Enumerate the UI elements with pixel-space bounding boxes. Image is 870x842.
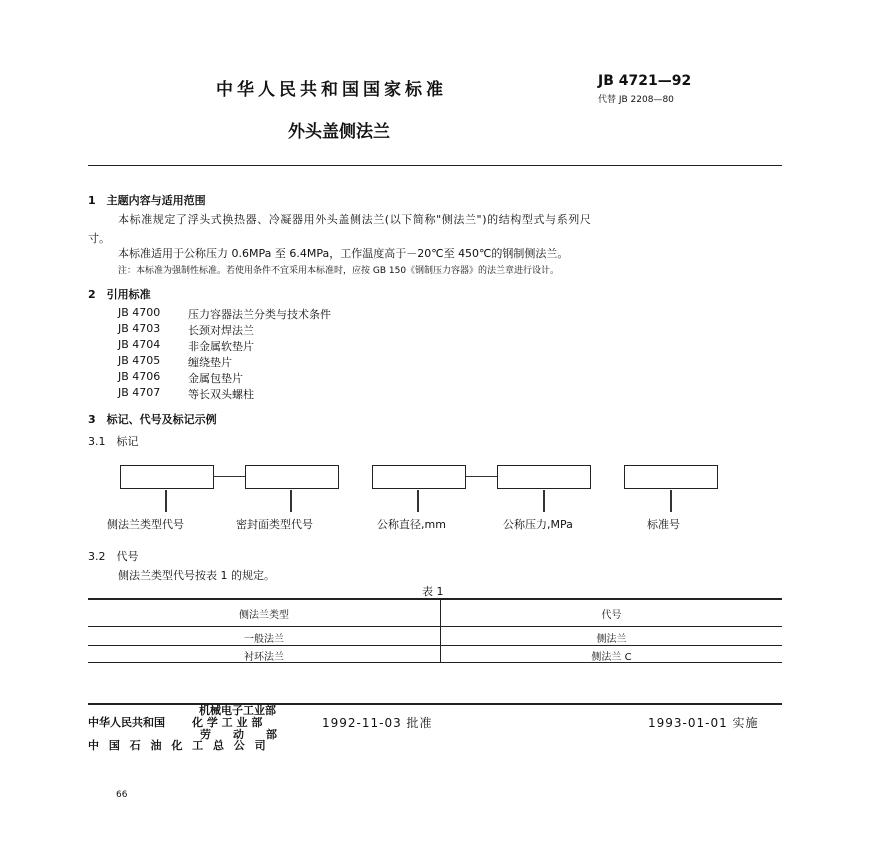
section-3-2-heading: 3.2 代号 [88,550,139,563]
section-2-heading: 2 引用标准 [88,288,151,301]
marking-dash [466,476,498,477]
note: 注：本标准为强制性标准。若使用条件不宜采用本标准时，应按 GB 150《钢制压力容器》的法兰章进行设计。 [118,266,560,276]
ministry: 劳 动 部 [200,728,277,741]
footer-rule [88,703,782,705]
ref-code: JB 4704 [118,338,161,351]
company: 中 国 石 油 化 工 总 公 司 [88,739,269,752]
table-cell: 侧法兰 [596,634,627,645]
ministry: 化 学 工 业 部 [192,716,263,729]
table-rule [88,645,782,646]
document-title: 外头盖侧法兰 [288,122,390,142]
paragraph: 本标准规定了浮头式换热器、冷凝器用外头盖侧法兰(以下简称"侧法兰")的结构型式与系列尺 [118,213,592,226]
page-number: 66 [116,790,128,800]
marking-leader [417,490,419,512]
table-top-rule [88,598,782,600]
section-3-heading: 3 标记、代号及标记示例 [88,413,217,426]
ref-code: JB 4705 [118,354,161,367]
table-cell: 侧法兰 C [591,652,632,663]
marking-label: 公称压力,MPa [503,518,573,531]
approval-date: 1992-11-03 批准 [322,716,433,730]
table-cell: 衬环法兰 [244,652,284,663]
marking-box [245,465,339,489]
effective-date: 1993-01-01 实施 [648,716,759,730]
ref-code: JB 4703 [118,322,161,335]
section-1-heading: 1 主题内容与适用范围 [88,194,206,207]
ref-title: 缠绕垫片 [188,356,232,369]
ref-title: 非金属软垫片 [188,340,254,353]
ref-code: JB 4707 [118,386,161,399]
marking-leader [543,490,545,512]
marking-box [120,465,214,489]
ref-title: 等长双头螺柱 [188,388,254,401]
ref-title: 压力容器法兰分类与技术条件 [188,308,331,321]
ref-code: JB 4706 [118,370,161,383]
marking-box [624,465,718,489]
marking-box [497,465,591,489]
marking-label: 密封面类型代号 [236,518,313,531]
marking-dash [213,476,245,477]
paragraph: 本标准适用于公称压力 0.6MPa 至 6.4MPa，工作温度高于－20℃至 450℃的钢制侧法兰。 [118,247,569,260]
org-title: 中华人民共和国国家标准 [216,80,447,100]
issuer-prefix: 中华人民共和国 [88,716,165,729]
paragraph: 侧法兰类型代号按表 1 的规定。 [118,569,275,582]
standard-number: JB 4721—92 [598,73,692,89]
paragraph-cont: 寸。 [88,232,110,245]
replaces-note: 代替 JB 2208—80 [598,95,674,105]
table-header: 侧法兰类型 [239,610,289,621]
marking-leader [165,490,167,512]
marking-box [372,465,466,489]
table-caption: 表 1 [422,585,444,598]
marking-leader [670,490,672,512]
table-rule [88,626,782,627]
table-cell: 一般法兰 [244,634,284,645]
table-header: 代号 [601,610,622,621]
ref-title: 金属包垫片 [188,372,243,385]
marking-label: 标准号 [647,518,680,531]
marking-label: 侧法兰类型代号 [107,518,184,531]
marking-leader [290,490,292,512]
ref-title: 长颈对焊法兰 [188,324,254,337]
ref-code: JB 4700 [118,306,161,319]
ministry: 机械电子工业部 [199,704,276,717]
section-3-1-heading: 3.1 标记 [88,435,139,448]
header-divider [88,165,782,166]
marking-label: 公称直径,mm [377,518,446,531]
